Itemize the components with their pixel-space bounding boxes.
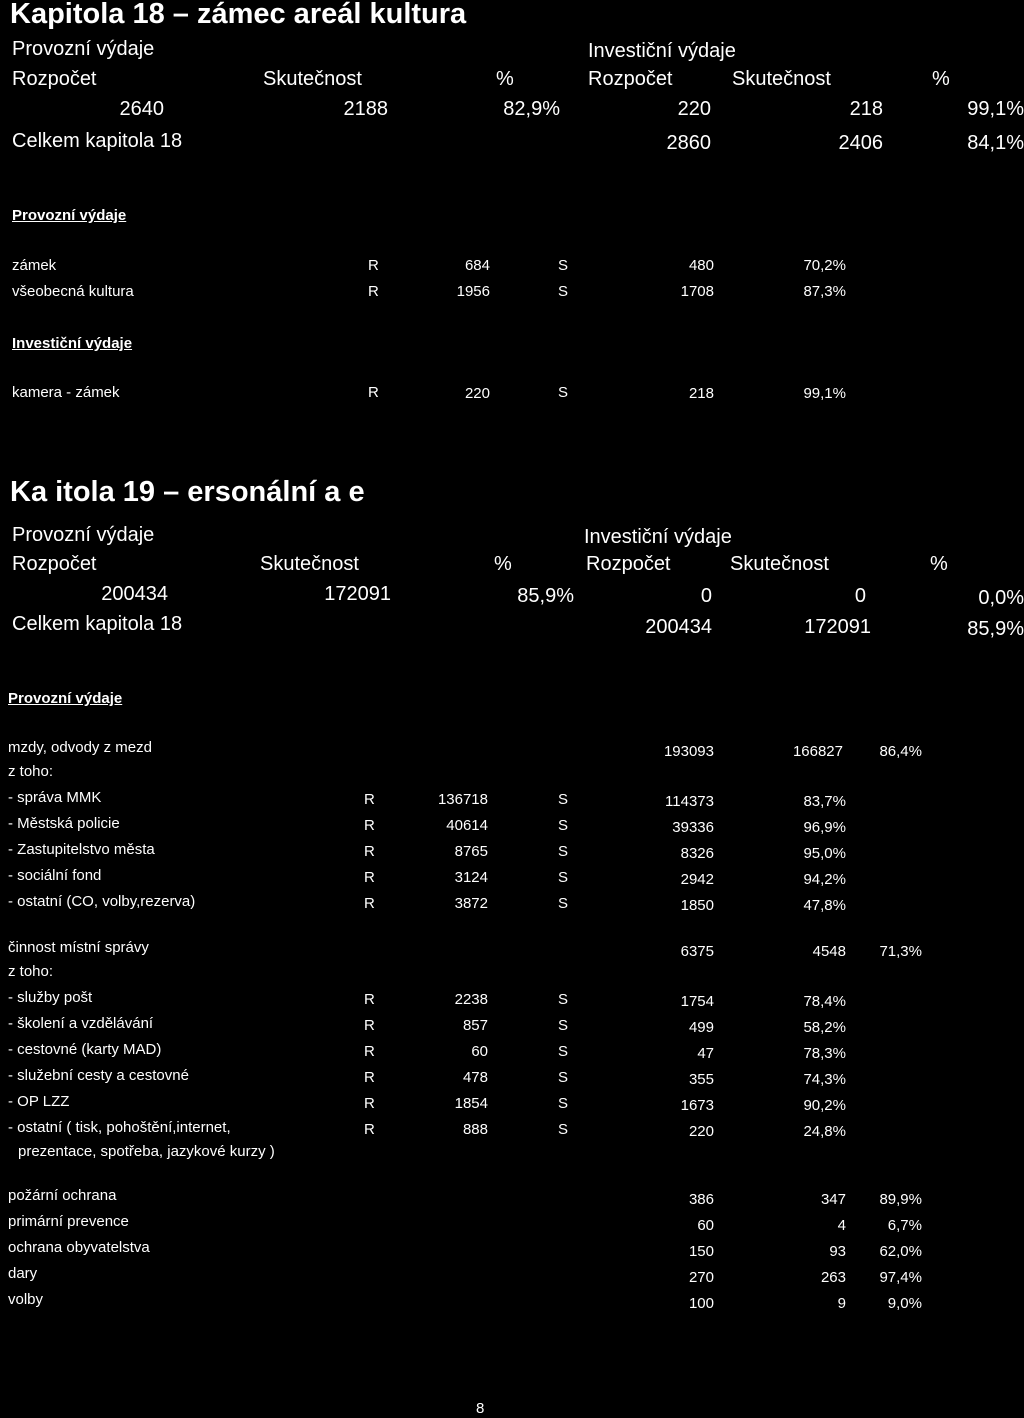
ch18-col-inv-budget: Rozpočet — [588, 68, 673, 90]
row-budget: 888 — [462, 1121, 488, 1138]
group-budget: 6375 — [680, 943, 714, 960]
row-budget: 386 — [688, 1191, 714, 1208]
ch18-col-inv-pct: % — [932, 68, 950, 90]
ch19-col-actual: Skutečnost — [260, 553, 359, 575]
ch19-inv-pct: 0,0% — [978, 587, 1024, 609]
row-budget: 136718 — [437, 791, 488, 808]
ch18-col-actual: Skutečnost — [263, 68, 362, 90]
row-r-marker: R — [364, 991, 375, 1008]
row-budget: 60 — [471, 1043, 488, 1060]
row-pct: 24,8% — [803, 1123, 846, 1140]
chapter-18-title: Kapitola 18 – zámec areál kultura — [10, 0, 467, 30]
ch19-col-budget: Rozpočet — [12, 553, 97, 575]
ch19-op-actual: 172091 — [324, 583, 391, 605]
row-actual: 347 — [820, 1191, 846, 1208]
ch19-op-pct: 85,9% — [517, 585, 574, 607]
row-s-marker: S — [558, 817, 569, 834]
ch18-total-budget: 2860 — [666, 132, 711, 154]
ch18-op-pct: 82,9% — [503, 98, 560, 120]
row-label: - OP LZZ — [8, 1093, 70, 1110]
row-label: - sociální fond — [8, 867, 102, 884]
row-r-marker: R — [364, 1121, 375, 1138]
ch19-col-pct: % — [494, 553, 512, 575]
group-actual: 4548 — [812, 943, 846, 960]
row-actual: 2942 — [680, 871, 714, 888]
ch19-op-budget: 200434 — [101, 583, 168, 605]
group-actual: 166827 — [792, 743, 843, 760]
row-actual: 220 — [688, 1123, 714, 1140]
row-pct: 78,4% — [803, 993, 846, 1010]
group-label: činnost místní správy — [8, 939, 149, 956]
ch19-op-heading: Provozní výdaje — [8, 690, 123, 707]
row-pct: 83,7% — [803, 793, 846, 810]
row-s-marker: S — [558, 1095, 569, 1112]
row-s-marker: S — [558, 791, 569, 808]
row-label: - služební cesty a cestovné — [8, 1067, 189, 1084]
ch18-col-inv-actual: Skutečnost — [732, 68, 831, 90]
row-pct: 58,2% — [803, 1019, 846, 1036]
row-label: primární prevence — [8, 1213, 129, 1230]
row-pct: 6,7% — [887, 1217, 922, 1234]
ch19-col-inv-actual: Skutečnost — [730, 553, 829, 575]
row-r-marker: R — [364, 843, 375, 860]
row-actual: 1850 — [680, 897, 714, 914]
row-r-marker: R — [364, 869, 375, 886]
row-pct: 97,4% — [879, 1269, 922, 1286]
row-label: - správa MMK — [8, 789, 102, 806]
row-r-marker: R — [364, 1043, 375, 1060]
ch19-total-actual: 172091 — [804, 616, 871, 638]
group-sub-label: z toho: — [8, 763, 54, 780]
row-label: - cestovné (karty MAD) — [8, 1041, 162, 1058]
row-actual: 8326 — [680, 845, 714, 862]
ch19-total-pct: 85,9% — [967, 618, 1024, 640]
ch19-total-budget: 200434 — [645, 616, 712, 638]
row-s-marker: S — [558, 1017, 569, 1034]
row-pct: 74,3% — [803, 1071, 846, 1088]
row-label: - ostatní (CO, volby,rezerva) — [8, 893, 196, 910]
row-budget: 8765 — [454, 843, 488, 860]
row-label: ochrana obyvatelstva — [8, 1239, 150, 1256]
row-pct: 78,3% — [803, 1045, 846, 1062]
row-budget: 150 — [688, 1243, 714, 1260]
row-budget: 60 — [697, 1217, 714, 1234]
row-actual: 114373 — [665, 793, 714, 810]
row-actual: 39336 — [672, 819, 714, 836]
row-budget: 2238 — [454, 991, 488, 1008]
row-actual: 4 — [837, 1217, 846, 1234]
group-label: mzdy, odvody z mezd — [8, 739, 152, 756]
row-label: - školení a vzdělávání — [8, 1015, 154, 1032]
row-pct: 89,9% — [879, 1191, 922, 1208]
ch19-op-label: Provozní výdaje — [12, 524, 155, 546]
row-budget: 40614 — [446, 817, 488, 834]
row-pct: 9,0% — [887, 1295, 922, 1312]
row-s-marker: S — [558, 1069, 569, 1086]
row-r-marker: R — [364, 791, 375, 808]
ch18-total-pct: 84,1% — [967, 132, 1024, 154]
row-s-marker: S — [558, 895, 569, 912]
row-actual: 9 — [837, 1295, 846, 1312]
row-budget: 1854 — [454, 1095, 488, 1112]
row-pct: 90,2% — [803, 1097, 846, 1114]
row-r-marker: R — [364, 1069, 375, 1086]
group-pct: 71,3% — [879, 943, 922, 960]
row-label: dary — [8, 1265, 38, 1282]
row-r-marker: R — [364, 817, 375, 834]
row-label-cont: prezentace, spotřeba, jazykové kurzy ) — [18, 1143, 275, 1160]
row-s-marker: S — [558, 1043, 569, 1060]
ch19-col-inv-budget: Rozpočet — [586, 553, 671, 575]
row-budget: 478 — [462, 1069, 488, 1086]
ch19-inv-budget: 0 — [700, 585, 712, 607]
group-budget: 193093 — [663, 743, 714, 760]
ch18-op-heading: Provozní výdaje — [12, 207, 127, 224]
ch18-inv-heading: Investiční výdaje — [12, 335, 133, 352]
ch18-inv-pct: 99,1% — [967, 98, 1024, 120]
row-r-marker: R — [364, 1017, 375, 1034]
ch19-total-label: Celkem kapitola 18 — [12, 613, 183, 635]
row-label: - ostatní ( tisk, pohoštění,internet, — [8, 1119, 231, 1136]
row-budget: 3872 — [454, 895, 488, 912]
row-s-marker: S — [558, 869, 569, 886]
row-pct: 96,9% — [803, 819, 846, 836]
row-r-marker: R — [364, 1095, 375, 1112]
row-pct: 62,0% — [879, 1243, 922, 1260]
ch18-op-label: Provozní výdaje — [12, 38, 155, 60]
ch18-inv-actual: 218 — [849, 98, 883, 120]
row-actual: 263 — [820, 1269, 846, 1286]
row-actual: 1673 — [680, 1097, 714, 1114]
chapter-19-title: Ka itola 19 – ersonální a e — [10, 476, 365, 508]
row-s-marker: S — [558, 1121, 569, 1138]
ch18-inv-budget: 220 — [677, 98, 711, 120]
row-actual: 47 — [697, 1045, 714, 1062]
ch18-col-budget: Rozpočet — [12, 68, 97, 90]
row-label: - Městská policie — [8, 815, 120, 832]
row-actual: 499 — [688, 1019, 714, 1036]
ch19-inv-label: Investiční výdaje — [584, 526, 732, 548]
row-actual: 355 — [688, 1071, 714, 1088]
group-pct: 86,4% — [879, 743, 922, 760]
row-label: požární ochrana — [8, 1187, 117, 1204]
row-pct: 94,2% — [803, 871, 846, 888]
row-pct: 95,0% — [803, 845, 846, 862]
row-label: - Zastupitelstvo města — [8, 841, 155, 858]
group-sub-label: z toho: — [8, 963, 54, 980]
row-actual: 1754 — [680, 993, 714, 1010]
ch19-col-inv-pct: % — [930, 553, 948, 575]
row-budget: 3124 — [454, 869, 488, 886]
ch18-op-budget: 2640 — [119, 98, 164, 120]
ch19-inv-actual: 0 — [854, 585, 866, 607]
page-number: 8 — [476, 1400, 485, 1417]
ch18-total-actual: 2406 — [838, 132, 883, 154]
row-actual: 93 — [829, 1243, 846, 1260]
row-label: - služby pošt — [8, 989, 93, 1006]
ch18-inv-label: Investiční výdaje — [588, 40, 736, 62]
row-pct: 47,8% — [803, 897, 846, 914]
row-label: volby — [8, 1291, 44, 1308]
ch18-op-actual: 2188 — [343, 98, 388, 120]
row-s-marker: S — [558, 991, 569, 1008]
row-budget: 857 — [462, 1017, 488, 1034]
row-budget: 270 — [688, 1269, 714, 1286]
row-budget: 100 — [688, 1295, 714, 1312]
ch18-col-pct: % — [496, 68, 514, 90]
row-r-marker: R — [364, 895, 375, 912]
row-s-marker: S — [558, 843, 569, 860]
ch18-total-label: Celkem kapitola 18 — [12, 130, 183, 152]
